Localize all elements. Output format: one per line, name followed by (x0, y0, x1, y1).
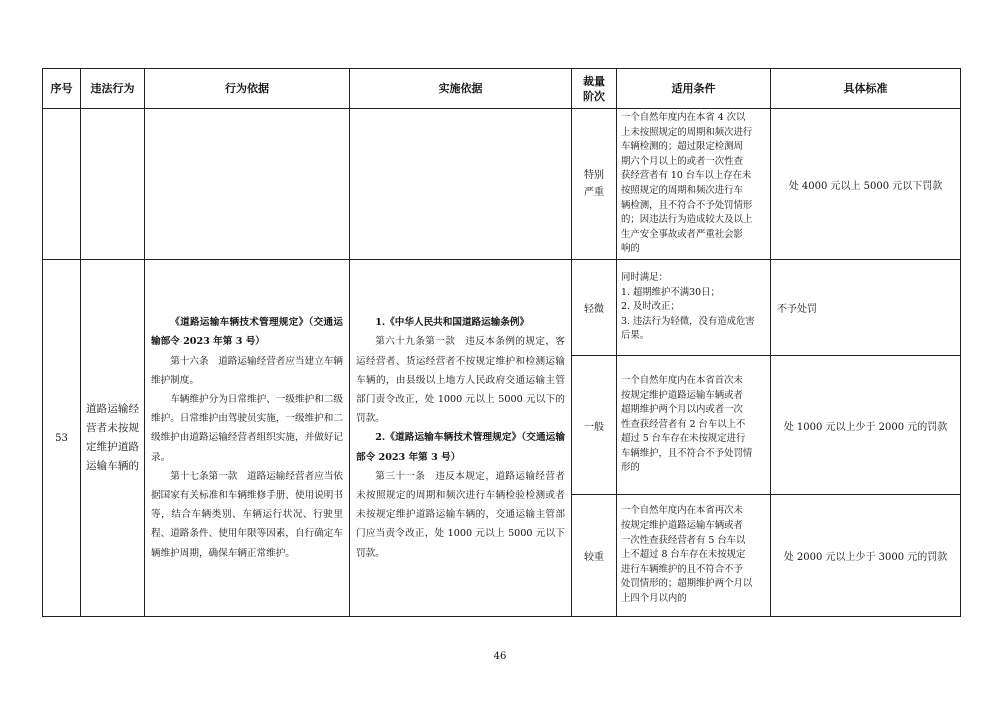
prev-level-cell: 特别严重 (572, 109, 617, 260)
regulation-table-page (42, 68, 960, 617)
header-seq: 序号 (43, 69, 81, 109)
header-violation: 违法行为 (81, 69, 145, 109)
table-row-continued (43, 109, 961, 260)
standard-minor: 不予处罚 (771, 260, 961, 356)
table-row-53-minor (43, 260, 961, 356)
impl-title-1: 1.《中华人民共和国道路运输条例》 (375, 317, 530, 329)
prev-violation-cell (81, 109, 145, 260)
row53-seq: 53 (43, 260, 81, 617)
basis-paragraph: 第十六条 道路运输经营者应当建立车辆维护制度。 (151, 355, 343, 386)
row53-impl (350, 260, 572, 617)
prev-condition-cell: 一个自然年度内在本省 4 次以 上未按照规定的周期和频次进行 车辆检测的；超过限定检测周 期六个月以上的或者一次性查 获经营者有 10 台车以上存在未 按照规定的周期和频次进行车 辆检测，且不符合不予处罚情形 的；因违法行为造成较大及以上 生产安全事故或者严重社会影 响的 (617, 109, 771, 260)
impl-paragraph: 第三十一条 违反本规定，道路运输经营者未按照规定的周期和频次进行车辆检验检测或者未按规定维护道路运输车辆的，交通运输主管部门应当责令改正，处 1000 元以上 5000 元以下罚款。 (356, 470, 565, 559)
table-header-row (43, 69, 961, 109)
row53-basis (145, 260, 350, 617)
prev-seq-cell (43, 109, 81, 260)
basis-paragraph: 第十七条第一款 道路运输经营者应当依据国家有关标准和车辆维修手册、使用说明书等，结合车辆类别、车辆运行状况、行驶里程、道路条件、使用年限等因素，自行确定车辆维护周期，确保车辆正常维护。 (151, 470, 343, 559)
header-basis: 行为依据 (145, 69, 350, 109)
prev-impl-cell (350, 109, 572, 260)
page-number: 46 (493, 651, 507, 662)
level-general: 一般 (572, 356, 617, 495)
header-impl: 实施依据 (350, 69, 572, 109)
header-condition: 适用条件 (617, 69, 771, 109)
level-minor: 轻微 (572, 260, 617, 356)
condition-minor: 同时满足： 1. 超期维护不满30日； 2. 及时改正； 3. 违法行为轻微，没有造成危害 后果。 (617, 260, 771, 356)
header-standard: 具体标准 (771, 69, 961, 109)
level-serious: 较重 (572, 495, 617, 617)
penalty-discretion-table (42, 68, 961, 617)
row53-violation: 道路运输经营者未按规定维护道路运输车辆的 (81, 260, 145, 617)
impl-paragraph: 第六十九条第一款 违反本条例的规定，客运经营者、货运经营者不按规定维护和检测运输车辆的，由县级以上地方人民政府交通运输主管部门责令改正，处 1000 元以上 5000 元以下的罚款。 (356, 336, 565, 425)
condition-general: 一个自然年度内在本省首次未 按规定维护道路运输车辆或者 超期维护两个月以内或者一次 性查获经营者有 2 台车以上不 超过 5 台车存在未按规定进行 车辆维护，且不符合不予处罚情 形的 (617, 356, 771, 495)
standard-serious: 处 2000 元以上少于 3000 元的罚款 (771, 495, 961, 617)
basis-paragraph: 车辆维护分为日常维护、一级维护和二级维护。日常维护由驾驶员实施，一级维护和二级维护由道路运输经营者组织实施，并做好记录。 (151, 393, 343, 463)
standard-general: 处 1000 元以上少于 2000 元的罚款 (771, 356, 961, 495)
prev-standard-cell: 处 4000 元以上 5000 元以下罚款 (771, 109, 961, 260)
basis-title: 《道路运输车辆技术管理规定》（交通运输部令 2023 年第 3 号） (151, 317, 343, 348)
impl-title-2: 2.《道路运输车辆技术管理规定》（交通运输部令 2023 年第 3 号） (356, 432, 565, 463)
prev-basis-cell (145, 109, 350, 260)
header-level: 裁量阶次 (572, 69, 617, 109)
condition-serious: 一个自然年度内在本省再次未 按规定维护道路运输车辆或者 一次性查获经营者有 5 台车以 上不超过 8 台车存在未按规定 进行车辆维护的且不符合不予 处罚情形的；超期维护两个月以 上四个月以内的 (617, 495, 771, 617)
